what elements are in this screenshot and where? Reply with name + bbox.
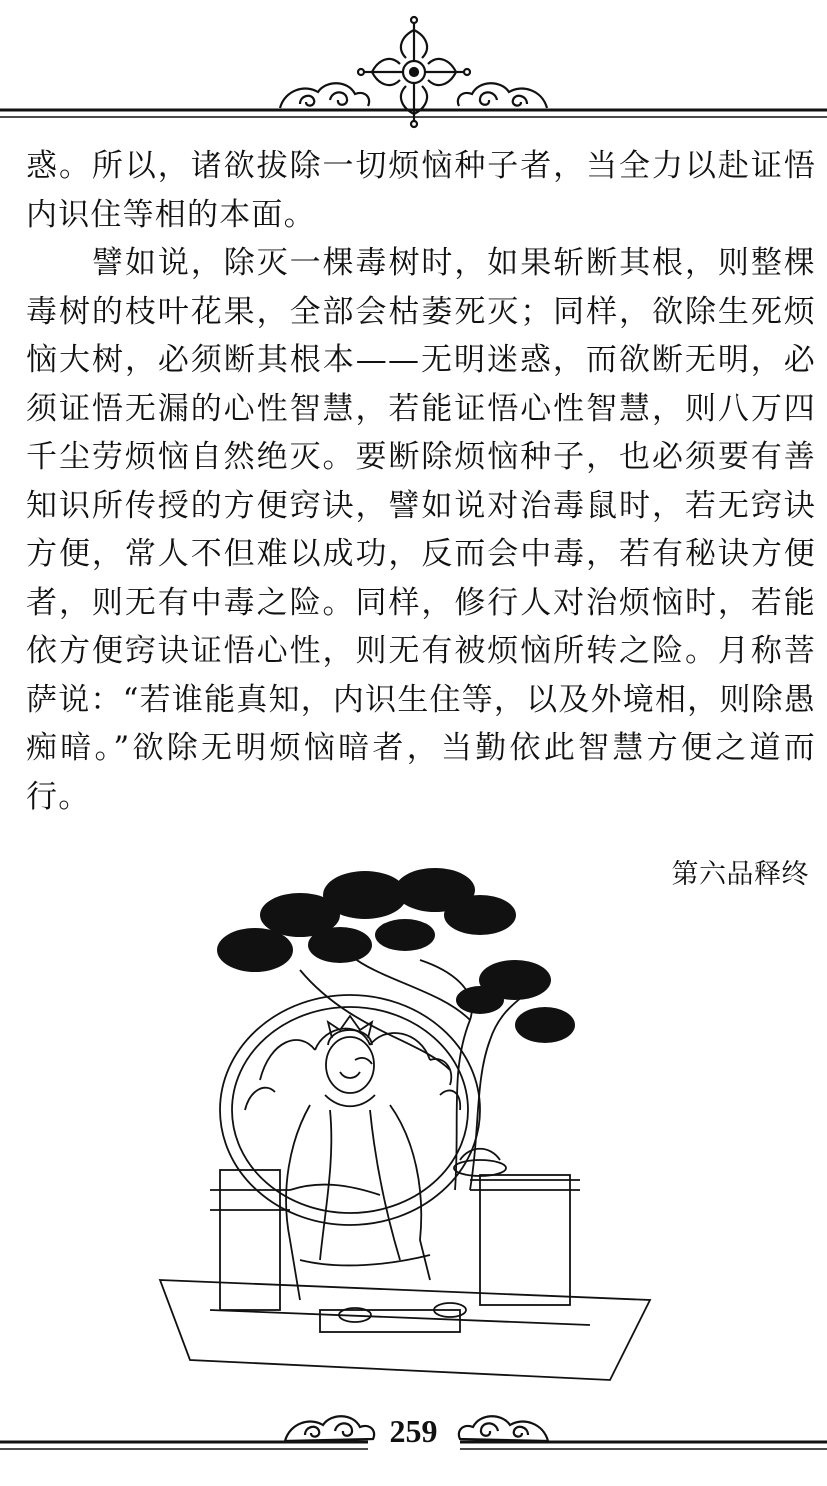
paragraph: 譬如说，除灭一棵毒树时，如果斩断其根，则整棵毒树的枝叶花果，全部会枯萎死灭；同样，欲除生死烦恼大树，必须断其根本——无明迷惑，而欲断无明，必须证悟无漏的心性智慧，若能证悟心性智慧，则八万四千尘劳烦恼自然绝灭。要断除烦恼种子，也必须要有善知识所传授的方便窍诀，譬如说对治毒鼠时，若无窍诀方便，常人不但难以成功，反而会中毒，若有秘诀方便者，则无有中毒之险。同样，修行人对治烦恼时，若能依方便窍诀证悟心性，则无有被烦恼所转之险。月称菩萨说：“若谁能真知，内识生住等，以及外境相，则除愚痴暗。”欲除无明烦恼暗者，当勤依此智慧方便之道而行。 (26, 245, 816, 815)
body-text (26, 142, 816, 821)
tree-foliage (217, 868, 575, 1043)
page-number: 259 (389, 1413, 438, 1449)
header-ornament (0, 0, 827, 140)
cloud-scroll-icon (458, 83, 547, 108)
cloud-scroll-icon (280, 83, 369, 108)
seated-king-under-tree-illustration (150, 860, 680, 1395)
paragraph: 惑。所以，诸欲拔除一切烦恼种子者，当全力以赴证悟内识住等相的本面。 (26, 148, 816, 233)
chapter-end-label: 第六品释终 (671, 859, 809, 890)
